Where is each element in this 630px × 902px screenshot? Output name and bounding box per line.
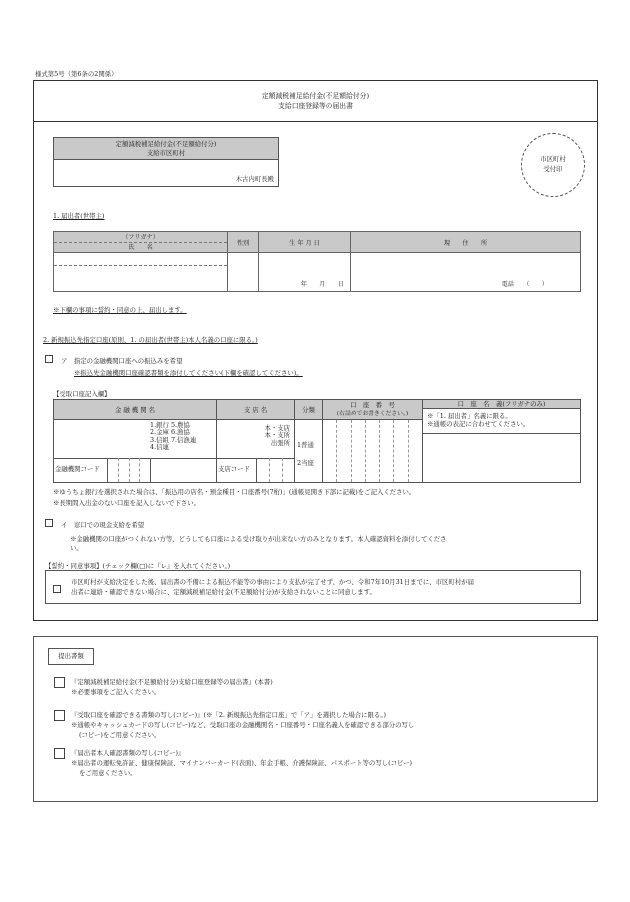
document-item-text	[71, 748, 412, 778]
document-item	[54, 710, 65, 723]
document-title: 『定額減税補足給付金(不足額給付分)支給口座登録等の届出書』(本書)	[71, 678, 273, 686]
document-item	[54, 677, 65, 690]
document-checkbox[interactable]	[54, 710, 65, 721]
name-header	[54, 232, 228, 253]
birth-cell[interactable]	[259, 253, 351, 292]
branch-code-boxes[interactable]	[256, 458, 295, 482]
sex-header: 性別	[228, 232, 259, 253]
account-type-ordinary: 1普通	[297, 441, 314, 449]
section1-heading: 1. 届出者(世帯主)	[53, 212, 105, 220]
option-i-note	[70, 535, 447, 553]
consent-note: ※下欄の事項に誓約・同意の上、届出します。	[53, 306, 187, 314]
account-number-header	[323, 400, 423, 420]
document-item	[54, 748, 65, 761]
sex-cell[interactable]	[228, 253, 259, 292]
document-note: ※必要事項をご記入ください。	[71, 688, 161, 696]
form-title	[33, 91, 598, 111]
bank-type: 4.信連	[150, 443, 169, 452]
bank-type: 6.漁協	[170, 428, 190, 437]
option-a	[45, 355, 182, 365]
pledge-text-line1: 市区町村が支給決定をした後、届出書の不備による振込不能等の事由により支払が完了せず、かつ、令和7年10月31日までに、市区町村が届	[71, 578, 474, 586]
document-note: ※通帳やキャッシュカードの写し(コピー)など、受取口座の金融機関名・口座番号・口座名義人を確認できる部分の写し	[71, 721, 415, 729]
phone-label: 電話 （ ）	[501, 281, 548, 288]
address-cell[interactable]	[351, 253, 581, 292]
branch-type: 本・支店	[264, 424, 290, 432]
document-note: (コピー)をご用意ください。	[79, 731, 161, 739]
holder-header: 口 座 名 義(フリガナのみ)	[423, 400, 580, 409]
holder-notes	[427, 412, 529, 428]
account-number-sub: (右詰めでお書きください。)	[336, 411, 409, 417]
holder-note2: ※通帳の表記に合わせてください。	[427, 420, 530, 428]
name-label: 氏 名	[54, 242, 227, 252]
document-item-text	[71, 710, 414, 740]
pledge-text-line2: 出者に連絡・確認できない場合に、定額減税補足給付金(不足額給付分)が支給されないことに同意します。	[71, 588, 376, 596]
branch-type: 出張所	[270, 438, 290, 447]
branch-types	[264, 425, 290, 447]
account-number-boxes[interactable]	[323, 420, 423, 482]
pledge-heading: 【誓約・同意事項】(チェック欄(□)に『レ』を入れてください。)	[45, 562, 231, 570]
option-i-label: イ 窓口での現金支給を希望	[61, 521, 145, 529]
title-line2: 支給口座登録等の届出書	[278, 102, 353, 110]
address-header: 現 住 所	[351, 232, 581, 253]
option-a-note: ※振込先金融機関口座確認書類を添付してください(下欄を確認してください)。	[74, 369, 303, 377]
name-cell[interactable]	[54, 253, 228, 292]
option-i-checkbox[interactable]	[45, 519, 53, 527]
furigana-label: （フリガナ）	[122, 233, 159, 241]
option-i	[45, 519, 144, 529]
bank-type: 7.信漁連	[170, 435, 197, 444]
bank-header: 金 融 機 関 名	[54, 400, 217, 420]
addressee-header2: 支給市区町村	[146, 149, 186, 157]
bank-cell[interactable]	[54, 420, 217, 482]
reception-stamp	[521, 133, 585, 197]
document-note: ※届出者の運転免許証、健康保険証、マイナンバーカード(表面)、年金手帳、介護保険証、パスポート等の写し(コピー)	[71, 759, 413, 767]
bank-code-label: 金融機関コード	[55, 465, 100, 473]
option-a-checkbox[interactable]	[45, 355, 53, 363]
type-header: 分類	[295, 400, 323, 420]
dormant-note: ※長期間入出金のない口座を記入しないで下さい。	[53, 499, 200, 507]
branch-header: 支 店 名	[217, 400, 295, 420]
branch-code-label: 支店コード	[218, 465, 250, 473]
bank-types	[150, 422, 196, 452]
birth-units: 年 月 日	[300, 281, 344, 288]
document-note: をご用意ください。	[79, 769, 137, 777]
form-number: 様式第5号（第6条の2関係）	[35, 70, 118, 78]
addressee-header	[54, 138, 278, 160]
bank-type: 5.農協	[170, 421, 190, 429]
document-checkbox[interactable]	[54, 677, 65, 688]
title-divider	[33, 121, 598, 122]
pledge-checkbox[interactable]	[53, 585, 61, 593]
bank-type: 3.信組	[150, 435, 169, 444]
addressee-header1: 定額減税補足給付金(不足額給付分)	[115, 140, 217, 148]
stamp-line2: 受付印	[543, 165, 563, 173]
document-item-text	[71, 677, 273, 697]
documents-frame	[33, 636, 598, 802]
option-i-note-line2: い。	[70, 544, 83, 552]
type-cell[interactable]	[295, 420, 323, 482]
pledge-box	[45, 570, 581, 604]
mayor-label: 木古内町長殿	[235, 175, 274, 183]
account-type-checking: 2当座	[297, 459, 314, 467]
branch-type: 本・支所	[264, 431, 290, 440]
account-section-label: 【受取口座記入欄】	[53, 390, 111, 398]
document-checkbox[interactable]	[54, 748, 65, 759]
option-i-note-line1: ※金融機関の口座がつくれない方等、どうしても口座による受け取りが出来ない方のみとなります。本人確認資料を添付してくださ	[70, 535, 447, 543]
title-line1: 定額減税補足給付金(不足額給付分)	[261, 92, 370, 100]
addressee-box	[53, 137, 279, 187]
holder-cell[interactable]	[423, 409, 580, 482]
yucho-note: ※ゆうちょ銀行を選択された場合は、「振込用の店名・預金種目・口座番号(7桁)」(通帳見開き下部に記載)をご記入ください。	[53, 488, 416, 496]
bank-type: 1.銀行	[150, 421, 169, 429]
bank-type: 2.金庫	[150, 428, 169, 437]
account-table	[53, 399, 581, 483]
pledge-text	[71, 577, 474, 597]
applicant-table	[53, 231, 581, 292]
document-title: 『受取口座を確認できる書類の写し(コピー)』(※「2. 新規振込先指定口座」で「ア」を選択した場合に限る。)	[71, 711, 387, 719]
branch-cell[interactable]	[217, 420, 295, 482]
document-title: 『届出者本人確認書類の写し(コピー)』	[71, 749, 185, 757]
stamp-line1: 市区町村	[540, 155, 566, 163]
holder-note1: ※「1. 届出者」名義に限る。	[427, 412, 512, 420]
account-number-label: 口 座 番 号	[350, 401, 395, 409]
birth-header: 生 年 月 日	[259, 232, 351, 253]
section2-heading: 2. 新規振込先指定口座(原則、1. の届出者(世帯主)本人名義の口座に限る。)	[43, 336, 258, 344]
option-a-label: ア 指定の金融機関口座への振込みを希望	[61, 357, 183, 365]
bank-code-boxes[interactable]	[107, 458, 151, 482]
documents-heading: 提出書類	[48, 648, 94, 665]
